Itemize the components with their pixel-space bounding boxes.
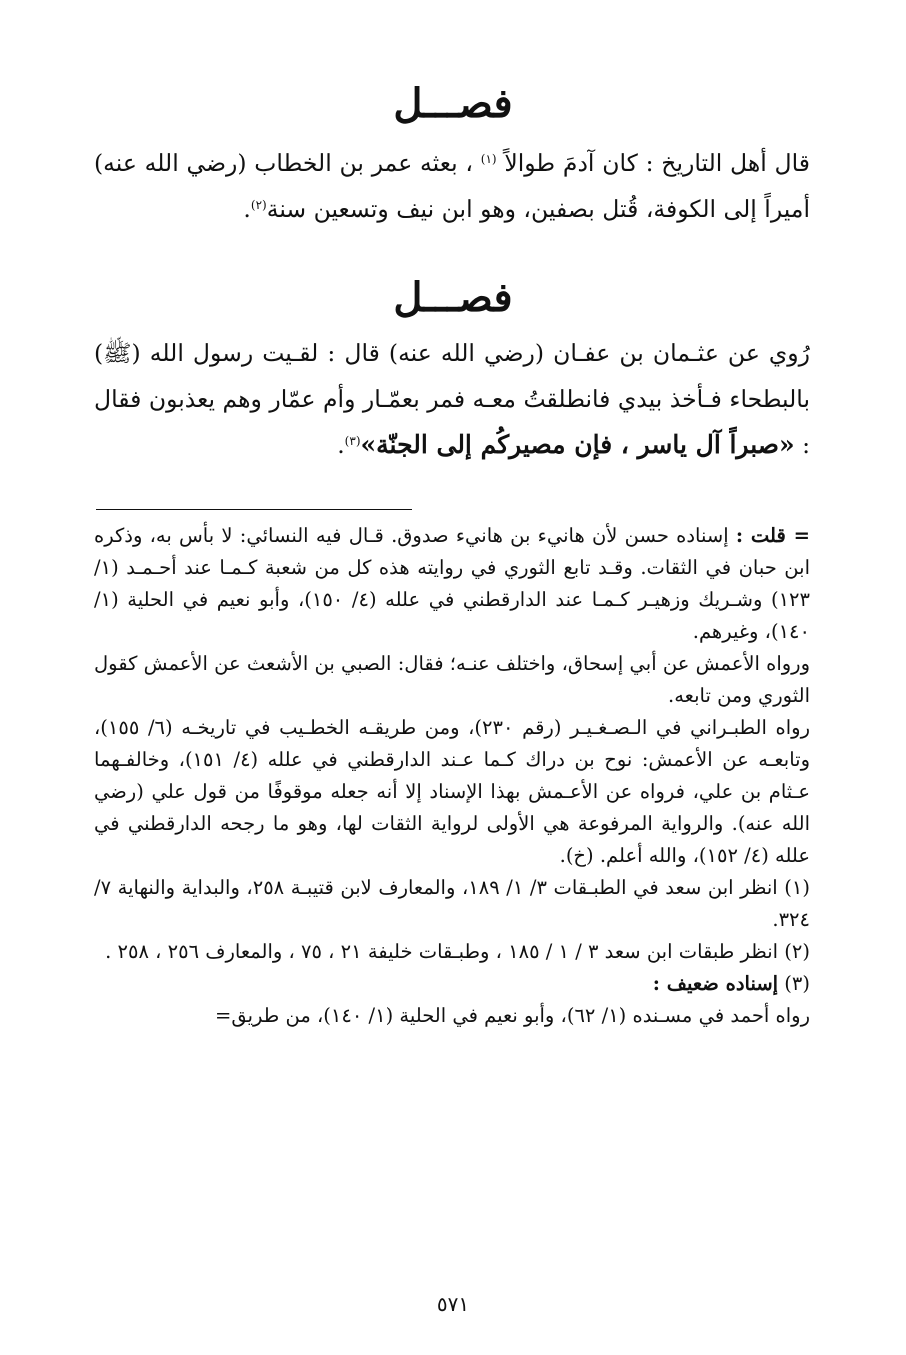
section-1-paragraph xyxy=(94,140,810,232)
footnote-1-text: انظر ابن سعد في الطبـقات ٣/ ١/ ١٨٩، والمعارف لابن قتيبـة ٢٥٨، والبداية والنهاية ٧/ ٣٢٤. xyxy=(94,876,810,931)
section-heading-2: فصـــل xyxy=(393,274,513,321)
footnote-3-label: إسناده ضعيف : xyxy=(652,972,779,995)
footnotes xyxy=(94,520,810,1032)
footnote-3-text: رواه أحمد في مسـنده (١/ ٦٢)، وأبو نعيم في الحلية (١/ ١٤٠)، من طريق= xyxy=(215,1004,810,1027)
section-heading-1: فصـــل xyxy=(393,80,513,127)
page-number: ٥٧١ xyxy=(436,1292,470,1316)
footnote-2 xyxy=(94,936,810,968)
footnote-2-text: انظر طبقات ابن سعد ٣ / ١ / ١٨٥ ، وطبـقات خليفة ٢١ ، ٧٥ ، والمعارف ٢٥٦ ، ٢٥٨ . xyxy=(105,940,779,963)
footnote-paragraph-2: ورواه الأعمش عن أبي إسحاق، واختلف عنـه؛ فقال: الصبي بن الأشعث عن الأعمش كقول الثوري ومن تابعه. xyxy=(94,652,810,707)
prophetic-quote: «صبراً آل ياسر ، فإن مصيركُم إلى الجنّة» xyxy=(360,430,795,459)
section-2-paragraph xyxy=(94,330,810,468)
footnote-continuation-label: = قلت : xyxy=(735,524,810,547)
footnote-3 xyxy=(94,968,810,1000)
footnote-ref-3: (٣) xyxy=(344,434,361,448)
footnote-3-number: (٣) xyxy=(784,972,810,995)
section-1-end: . xyxy=(243,195,251,223)
footnote-continuation-text: إسناده حسن لأن هانيء بن هانيء صدوق. قـال فيه النسائي: لا بأس به، وذكره ابن حبان في الثقات. وقـد تابع الثوري في روايته هذه كل من شعبة كـمـا عند أحـمـد (١/ ١٢٣) وشـريك وزهيـر كـمـا عند الدارقطني في علله (٤/ ١٥٠)، وأبو نعيم في الحلية (١/ ١٤٠)، وغيرهم. xyxy=(94,524,810,643)
footnote-separator xyxy=(96,509,412,510)
section-1-text: قال أهل التاريخ : كان آدمَ طوالاً xyxy=(504,149,810,177)
footnote-1-number: (١) xyxy=(784,876,810,899)
footnote-ref-1: (١) xyxy=(480,152,497,166)
footnote-1 xyxy=(94,872,810,936)
footnote-2-number: (٢) xyxy=(784,940,810,963)
footnote-ref-2: (٢) xyxy=(250,198,267,212)
section-2-end: . xyxy=(337,431,345,459)
section-2-text: رُوي عن عثـمان بن عفـان (رضي الله عنه) قال : لقـيت رسول الله (ﷺ) بالبطحاء فـأخذ بيدي فانطلقتُ معـه فمر بعمّـار وأم عمّار وهم يعذبون فقال : xyxy=(94,339,810,459)
footnote-paragraph-3: رواه الطبـراني في الـصـغـيـر (رقم ٢٣٠)، ومن طريقـه الخطـيب في تاريخـه (٦/ ١٥٥)، وتابعـه عن الأعمش: نوح بن دراك كـما عـند الدارقطني في علله (٤/ ١٥١)، وخالفـهما عـثام بن علي، فرواه عن الأعـمش بهذا الإسناد إلا أنه جعله موقوفًا من قول علي (رضي الله عنه). والرواية المرفوعة هي الأولى لرواية الثقات لها، وهو ما رجحه الدارقطني في علله (٤/ ١٥٢)، والله أعلم. (خ). xyxy=(94,716,811,867)
footnote-continuation xyxy=(94,520,810,648)
section-1-text-cont: ، بعثه عمر بن الخطاب (رضي الله عنه) أميراً إلى الكوفة، قُتل بصفين، وهو ابن نيف وتسعين سنة xyxy=(94,149,810,223)
